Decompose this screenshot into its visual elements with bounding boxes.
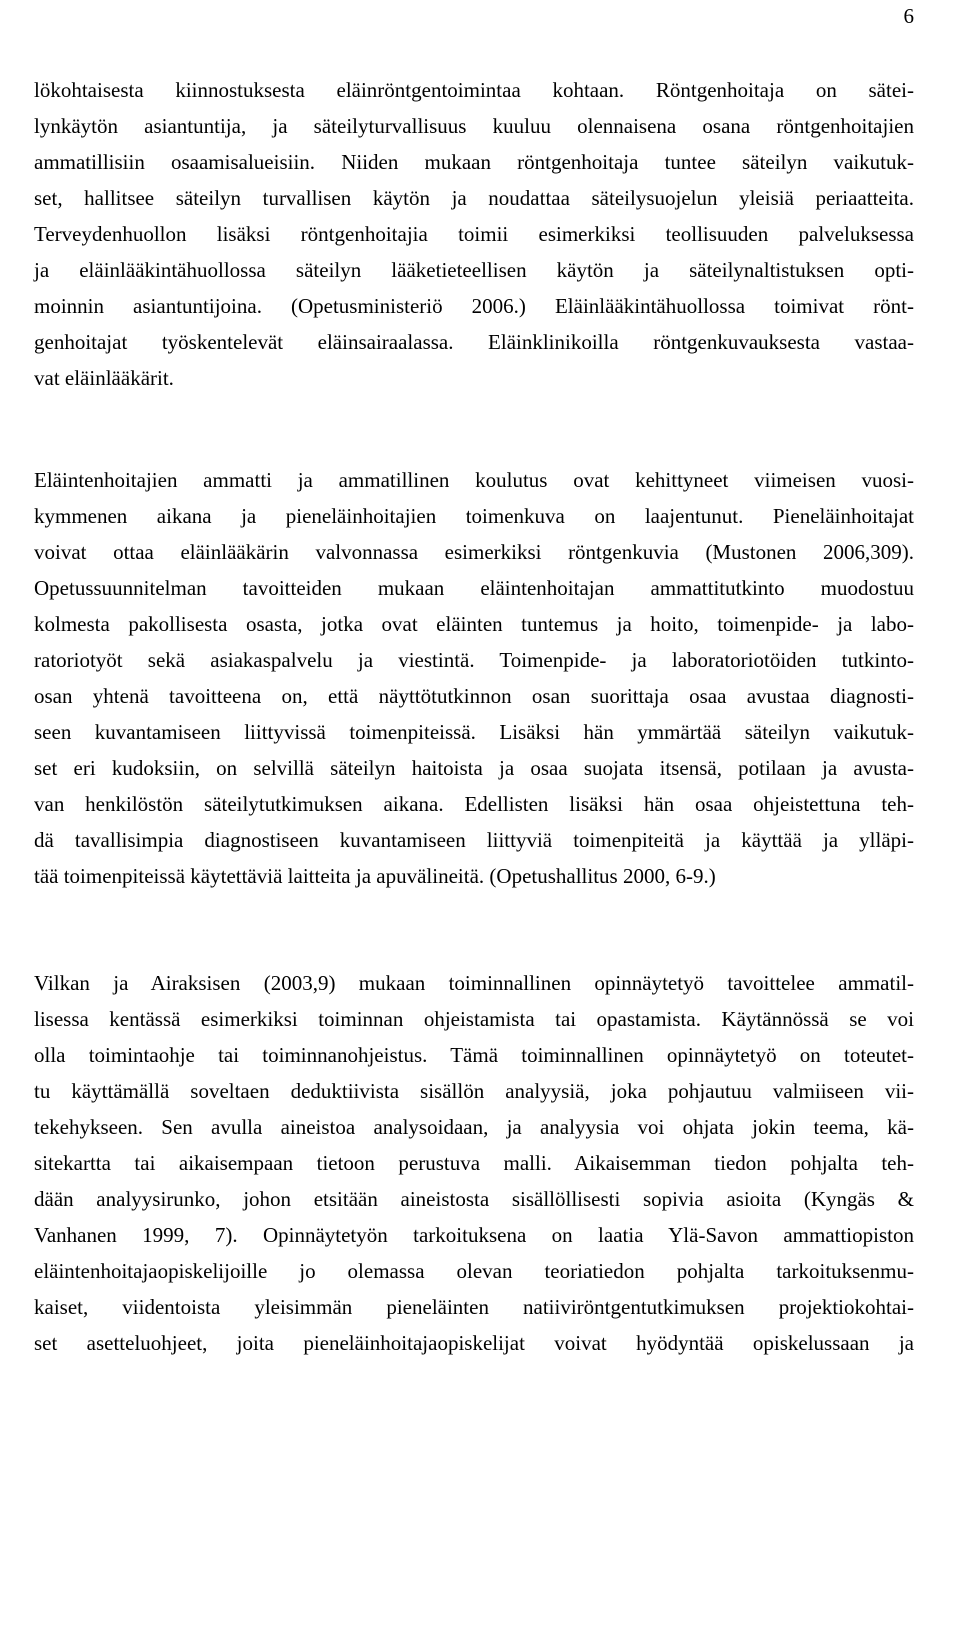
text-line: seen kuvantamiseen liittyvissä toimenpiteissä. Lisäksi hän ymmärtää säteilyn vaikutuk- [34,720,914,744]
text-line: Vanhanen 1999, 7). Opinnäytetyön tarkoituksena on laatia Ylä-Savon ammattiopiston [34,1223,914,1247]
text-line: lisessa kentässä esimerkiksi toiminnan ohjeistamista tai opastamista. Käytännössä se voi [34,1007,914,1031]
paragraph-radiographer-role [34,72,914,396]
text-line: dä tavallisimpia diagnostiseen kuvantamiseen liittyviä toimenpiteitä ja käyttää ja ylläpi- [34,828,914,852]
text-line: lynkäytön asiantuntija, ja säteilyturvallisuus kuuluu olennaisena osana röntgenhoitajien [34,114,914,138]
text-line: eläintenhoitajaopiskelijoille jo olemassa olevan teoriatiedon pohjalta tarkoituksenmu- [34,1259,914,1283]
text-line: Vilkan ja Airaksisen (2003,9) mukaan toiminnallinen opinnäytetyö tavoittelee ammatil- [34,971,914,995]
text-line: ratoriotyöt sekä asiakaspalvelu ja viestintä. Toimenpide- ja laboratoriotöiden tutkinto- [34,648,914,672]
text-line: vat eläinlääkärit. [34,366,174,390]
paragraph-functional-thesis [34,965,914,1361]
text-line: Terveydenhuollon lisäksi röntgenhoitajia toimii esimerkiksi teollisuuden palveluksessa [34,222,914,246]
text-line: olla toimintaohje tai toiminnanohjeistus. Tämä toiminnallinen opinnäytetyö on toteutet- [34,1043,914,1067]
text-line: set, hallitsee säteilyn turvallisen käytön ja noudattaa säteilysuojelun yleisiä periaatteita. [34,186,914,210]
page-number: 6 [903,4,914,28]
text-line: tekehykseen. Sen avulla aineistoa analysoidaan, ja analyysia voi ohjata jokin teema, kä- [34,1115,914,1139]
text-line: osan yhtenä tavoitteena on, että näyttötutkinnon osan suorittaja osaa avustaa diagnosti- [34,684,914,708]
text-line: set asetteluohjeet, joita pieneläinhoitajaopiskelijat voivat hyödyntää opiskelussaan ja [34,1331,914,1355]
text-line: Eläintenhoitajien ammatti ja ammatillinen koulutus ovat kehittyneet viimeisen vuosi- [34,468,914,492]
text-line: Opetussuunnitelman tavoitteiden mukaan eläintenhoitajan ammattitutkinto muodostuu [34,576,914,600]
paragraph-spacing [34,396,914,462]
text-line: dään analyysirunko, johon etsitään aineistosta sisällöllisesti sopivia asioita (Kyngäs & [34,1187,914,1211]
document-body [34,72,914,1361]
text-line: sitekartta tai aikaisempaan tietoon perustuva malli. Aikaisemman tiedon pohjalta teh- [34,1151,914,1175]
text-line: set eri kudoksiin, on selvillä säteilyn haitoista ja osaa suojata itsensä, potilaan ja avusta- [34,756,914,780]
paragraph-animal-caretaker-education [34,462,914,894]
text-line: voivat ottaa eläinlääkärin valvonnassa esimerkiksi röntgenkuvia (Mustonen 2006,309). [34,540,914,564]
text-line: moinnin asiantuntijoina. (Opetusministeriö 2006.) Eläinlääkintähuollossa toimivat rönt- [34,294,914,318]
text-line: tu käyttämällä soveltaen deduktiivista sisällön analyysiä, joka pohjautuu valmiiseen vii- [34,1079,914,1103]
text-line: genhoitajat työskentelevät eläinsairaalassa. Eläinklinikoilla röntgenkuvauksesta vastaa- [34,330,914,354]
text-line: van henkilöstön säteilytutkimuksen aikana. Edellisten lisäksi hän osaa ohjeistettuna teh- [34,792,914,816]
text-line: ja eläinlääkintähuollossa säteilyn lääketieteellisen käytön ja säteilynaltistuksen opti- [34,258,914,282]
text-line: tää toimenpiteissä käytettäviä laitteita ja apuvälineitä. (Opetushallitus 2000, 6-9.) [34,864,716,888]
text-line: ammatillisiin osaamisalueisiin. Niiden mukaan röntgenhoitaja tuntee säteilyn vaikutuk- [34,150,914,174]
text-line: kymmenen aikana ja pieneläinhoitajien toimenkuva on laajentunut. Pieneläinhoitajat [34,504,914,528]
paragraph-spacing [34,894,914,965]
text-line: kaiset, viidentoista yleisimmän pieneläinten natiiviröntgentutkimuksen projektiokohtai- [34,1295,914,1319]
text-line: lökohtaisesta kiinnostuksesta eläinröntgentoimintaa kohtaan. Röntgenhoitaja on sätei- [34,78,914,102]
text-line: kolmesta pakollisesta osasta, jotka ovat eläinten tuntemus ja hoito, toimenpide- ja labo- [34,612,914,636]
